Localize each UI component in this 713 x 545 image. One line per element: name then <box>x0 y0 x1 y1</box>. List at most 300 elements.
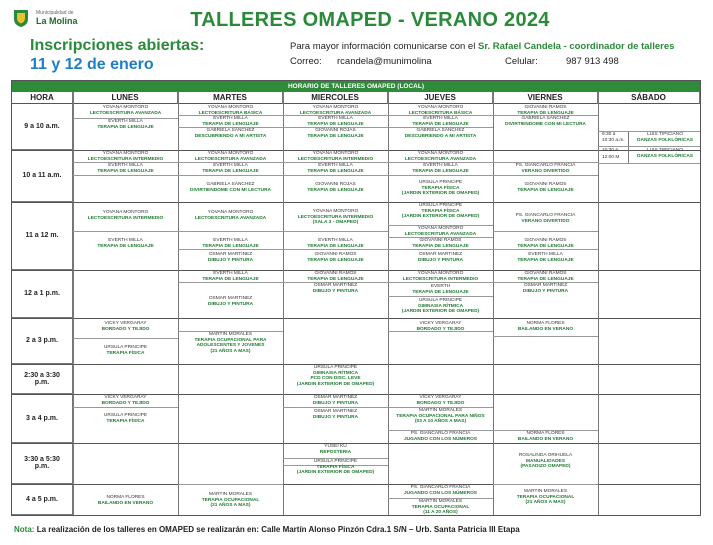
workshop-detail: (PASADIZO OMAPED) <box>520 464 571 470</box>
column-header-hora: HORA <box>12 92 73 104</box>
instructor-name: URSULA PRINCIPE <box>418 203 463 208</box>
activity-jueves <box>389 298 492 315</box>
activity-viernes <box>494 182 597 193</box>
column-divider <box>598 92 599 515</box>
instructor-name: EVERTH MILLA <box>213 163 248 168</box>
activity-miercoles <box>284 209 387 226</box>
activity-sabado <box>630 148 700 159</box>
activity-martes <box>179 116 282 127</box>
activity-viernes <box>494 163 597 174</box>
workshop-name: JUGANDO CON LOS NÚMEROS <box>403 490 478 496</box>
workshop-detail: (03 A 10 AÑOS A MAS) <box>414 419 467 425</box>
instructor-name: GIOVANNI RAMOS <box>524 238 567 243</box>
instructor-name: GIOVANNI ROJAS <box>315 182 356 187</box>
workshop-detail: (21 AÑOS A MAS) <box>210 503 251 509</box>
activity-miercoles <box>284 271 387 282</box>
instructor-name: NORMA FLORES <box>526 431 565 436</box>
activity-jueves <box>389 116 492 127</box>
instructor-name: YOVANA MONTORO <box>417 151 464 156</box>
workshop-name: DIVIRTIENDOME CON MI LECTURA <box>189 187 271 193</box>
activity-viernes <box>494 271 597 282</box>
workshop-name: TERAPIA DE LENGUAJE <box>307 257 364 263</box>
activity-miercoles <box>284 128 387 139</box>
instructor-name: EVERTH MILLA <box>318 163 353 168</box>
instructor-name: GABRIELA SÁNCHEZ <box>416 128 465 133</box>
workshop-name: TERAPIA DE LENGUAJE <box>412 121 469 127</box>
instructor-name: YOVANA MONTORO <box>312 209 359 214</box>
activity-martes <box>179 296 282 307</box>
instructor-name: YOVANA MONTORO <box>417 271 464 276</box>
instructor-name: GABRIELA SÁNCHEZ <box>521 116 570 121</box>
instructor-name: YOVANA MONTORO <box>102 151 149 156</box>
workshop-name: TERAPIA FÍSICA <box>421 185 460 191</box>
column-header-viernes: VIERNES <box>493 92 598 104</box>
instructor-name: EVERTH MILLA <box>108 238 143 243</box>
instructor-name: MARTIN MORALES <box>418 408 463 413</box>
activity-martes <box>179 105 282 116</box>
instructor-name: GIOVANNI RAMOS <box>524 271 567 276</box>
activity-jueves <box>389 238 492 249</box>
activity-jueves <box>389 408 492 425</box>
workshop-name: DANZAS FOLKLÓRICAS <box>637 137 693 143</box>
hour-cell: 2 a 3 p.m. <box>12 318 73 364</box>
inscriptions-heading: Inscripciones abiertas: <box>30 37 205 54</box>
phone-value[interactable]: 987 913 498 <box>566 56 619 67</box>
workshop-name: LECTOESCRITURA INTERMEDIO <box>297 214 374 220</box>
activity-lunes <box>74 151 177 162</box>
instructor-name: OSMAR MARTINEZ <box>313 409 358 414</box>
workshop-name: LECTOESCRITURA BÁSICA <box>408 110 473 116</box>
workshop-name: DESCUBRIENDO A MI ARTISTA <box>404 133 477 139</box>
activity-viernes <box>494 283 597 294</box>
logo-name: La Molina <box>36 16 78 26</box>
hour-cell: 12 a 1 p.m. <box>12 270 73 318</box>
workshop-name: TERAPIA DE LENGUAJE <box>307 187 364 193</box>
activity-martes <box>179 492 282 509</box>
email-value[interactable]: rcandela@munimolina <box>337 56 432 67</box>
workshop-name: TERAPIA OCUPACIONAL <box>201 497 260 503</box>
slot-divider <box>493 336 598 337</box>
instructor-name: MARTIN MORALES <box>418 499 463 504</box>
workshop-name: TERAPIA DE LENGUAJE <box>517 187 574 193</box>
instructor-name: EVERTH MILLA <box>528 252 563 257</box>
workshop-name: VERANO DIVERTIDO <box>521 218 570 224</box>
activity-miercoles <box>284 409 387 420</box>
workshop-name: DIBUJO Y PINTURA <box>207 257 254 263</box>
instructor-name: URSULA PRINCIPE <box>313 365 358 370</box>
workshop-name: REPOSTERIA <box>319 449 352 455</box>
activity-miercoles <box>284 182 387 193</box>
workshop-name: TERAPIA DE LENGUAJE <box>202 276 259 282</box>
instructor-name: PS. GIANCARLO FRANCIA <box>410 431 471 436</box>
column-header-lunes: LUNES <box>73 92 178 104</box>
activity-miercoles <box>284 444 387 455</box>
saturday-divider <box>628 131 629 163</box>
instructor-name: EVERTH MILLA <box>213 238 248 243</box>
slot-divider <box>283 231 388 232</box>
activity-viernes <box>494 431 597 442</box>
activity-miercoles <box>284 395 387 406</box>
instructor-name: EVERTH MILLA <box>213 116 248 121</box>
workshop-detail: (JARDIN EXTERIOR DE OMAPED) <box>401 191 480 197</box>
saturday-time-text: 10:30 A <box>602 148 619 153</box>
workshop-name: TERAPIA OCUPACIONAL <box>411 504 470 510</box>
activity-miercoles <box>284 365 387 387</box>
workshop-name: TERAPIA DE LENGUAJE <box>412 168 469 174</box>
activity-viernes <box>494 489 597 506</box>
workshop-name: TERAPIA DE LENGUAJE <box>307 121 364 127</box>
activity-martes <box>179 182 282 193</box>
workshop-name: LECTOESCRITURA AVANZADA <box>404 231 477 237</box>
contact-person: Sr. Rafael Candela - coordinador de talleres <box>477 41 675 52</box>
hour-cell: 3:30 a 5:30 p.m. <box>12 443 73 484</box>
note-text: La realización de los talleres en OMAPED se realizarán en: Calle Martín Alonso Pinzón Cdra.1 S/N – Urb. Santa Patricia III Etapa <box>36 525 520 534</box>
instructor-name: OSMAR MARTINEZ <box>313 395 358 400</box>
workshop-name: DIBUJO Y PINTURA <box>522 288 569 294</box>
instructor-name: GIOVANNI RAMOS <box>314 271 357 276</box>
activity-martes <box>179 210 282 221</box>
workshop-name: LECTOESCRITURA BÁSICA <box>198 110 263 116</box>
instructor-name: GIOVANNI RAMOS <box>524 105 567 110</box>
activity-jueves <box>389 271 492 282</box>
activity-viernes <box>494 116 597 127</box>
table-title: HORARIO DE TALLERES OMAPED (LOCAL) <box>12 81 700 92</box>
activity-martes <box>179 271 282 282</box>
instructor-name: YUSEI KU <box>324 444 347 449</box>
instructor-name: VICKY VERGARAY <box>104 395 147 400</box>
slot-divider <box>493 175 598 176</box>
workshop-name: TERAPIA DE LENGUAJE <box>307 276 364 282</box>
activity-miercoles <box>284 105 387 116</box>
workshop-name: BORDADO Y TEJIDO <box>101 326 150 332</box>
workshop-name: DIBUJO Y PINTURA <box>312 288 359 294</box>
inscription-dates: 11 y 12 de enero <box>30 56 154 73</box>
contact-prefix: Para mayor información comunicarse con el <box>290 41 476 52</box>
instructor-name: ROSALINDA ORIHUELA <box>518 453 573 458</box>
activity-viernes <box>494 213 597 224</box>
workshop-name: TERAPIA DE LENGUAJE <box>202 168 259 174</box>
instructor-name: OSMAR MARTINEZ <box>523 283 568 288</box>
workshop-name: LECTOESCRITURA INTERMEDIO <box>87 156 164 162</box>
instructor-name: YOVANA MONTORO <box>417 105 464 110</box>
activity-martes <box>179 238 282 249</box>
instructor-name: YOVANA MONTORO <box>207 105 254 110</box>
activity-viernes <box>494 252 597 263</box>
activity-jueves <box>389 395 492 406</box>
instructor-name: YOVANA MONTORO <box>312 105 359 110</box>
workshop-detail: PCD CON DISC. LEVE <box>310 376 361 382</box>
column-header-sabado: SÁBADO <box>598 92 700 104</box>
workshop-name: LECTOESCRITURA AVANZADA <box>299 110 372 116</box>
instructor-name: YOVANA MONTORO <box>417 226 464 231</box>
instructor-name: VICKY VERGARAY <box>419 321 462 326</box>
activity-sabado <box>630 132 700 143</box>
slot-divider <box>493 484 598 485</box>
workshop-name: LECTOESCRITURA AVANZADA <box>194 215 267 221</box>
workshop-name: LECTOESCRITURA INTERMEDIO <box>87 215 164 221</box>
slot-divider <box>388 296 493 297</box>
hour-cell: 9 a 10 a.m. <box>12 104 73 150</box>
activity-jueves <box>389 105 492 116</box>
workshop-name: DIBUJO Y PINTURA <box>417 257 464 263</box>
activity-lunes <box>74 345 177 356</box>
instructor-name: GIOVANNI ROJAS <box>315 128 356 133</box>
instructor-name: PS. GIANCARLO FRANCIA <box>410 485 471 490</box>
activity-miercoles <box>284 116 387 127</box>
workshop-name: LECTOESCRITURA AVANZADA <box>194 156 267 162</box>
instructor-name: YOVANA MONTORO <box>207 210 254 215</box>
activity-jueves <box>389 499 492 516</box>
instructor-name: NORMA FLORES <box>106 495 145 500</box>
activity-jueves <box>389 321 492 332</box>
activity-viernes <box>494 321 597 332</box>
slot-divider <box>388 175 493 176</box>
instructor-name: EVERTH MILLA <box>423 163 458 168</box>
instructor-name: YOVANA MONTORO <box>102 105 149 110</box>
workshop-name: TERAPIA DE LENGUAJE <box>97 168 154 174</box>
instructor-name: EVERTH MILLA <box>213 271 248 276</box>
instructor-name: EVERTH MILLA <box>318 238 353 243</box>
instructor-name: EVERTH <box>430 284 451 289</box>
workshop-name: DIBUJO Y PINTURA <box>312 414 359 420</box>
instructor-name: VICKY VERGARAY <box>419 395 462 400</box>
workshop-name: TERAPIA DE LENGUAJE <box>517 243 574 249</box>
phone-label: Celular: <box>505 56 538 67</box>
instructor-name: MARTIN MORALES <box>208 492 253 497</box>
row-divider <box>12 318 700 319</box>
activity-jueves <box>389 252 492 263</box>
activity-lunes <box>74 163 177 174</box>
saturday-time-text: 10:30 a.m. <box>602 138 625 143</box>
hour-cell: 3 a 4 p.m. <box>12 394 73 443</box>
instructor-name: URSULA PRINCIPE <box>418 180 463 185</box>
saturday-time <box>602 138 630 144</box>
instructor-name: YOVANA MONTORO <box>312 151 359 156</box>
saturday-time <box>602 132 630 138</box>
activity-jueves <box>389 203 492 220</box>
slot-divider <box>178 175 283 176</box>
instructor-name: NORMA FLORES <box>526 321 565 326</box>
workshop-name: BAILANDO EN VERANO <box>97 500 154 506</box>
slot-divider <box>178 231 283 232</box>
workshop-name: TERAPIA DE LENGUAJE <box>97 124 154 130</box>
instructor-name: OSMAR MARTINEZ <box>313 283 358 288</box>
saturday-time <box>602 155 630 161</box>
workshop-name: JUGANDO CON LOS NÚMEROS <box>403 436 478 442</box>
instructor-name: EVERTH MILLA <box>318 116 353 121</box>
workshop-name: LECTOESCRITURA AVANZADA <box>404 156 477 162</box>
instructor-name: OSMAR MARTINEZ <box>208 252 253 257</box>
workshop-name: DANZAS FOLKLÓRICAS <box>637 153 693 159</box>
activity-jueves <box>389 226 492 237</box>
email-label: Correo: <box>290 56 322 67</box>
workshop-name: TERAPIA OCUPACIONAL PARA NIÑOS <box>396 413 485 419</box>
instructor-name: URSULA PRINCIPE <box>313 459 358 464</box>
instructor-name: MARTIN MORALES <box>208 332 253 337</box>
workshop-name: BORDADO Y TEJIDO <box>416 326 465 332</box>
activity-miercoles <box>284 238 387 249</box>
slot-divider <box>178 484 283 485</box>
activity-lunes <box>74 105 177 116</box>
slot-divider <box>73 175 178 176</box>
workshop-name: MANUALIDADES <box>526 458 565 464</box>
activity-lunes <box>74 119 177 130</box>
instructor-name: MARTIN MORALES <box>523 489 568 494</box>
saturday-slot-divider <box>598 131 700 132</box>
instructor-name: YOVANA MONTORO <box>207 151 254 156</box>
workshop-name: BAILANDO EN VERANO <box>517 436 574 442</box>
municipal-logo <box>12 8 92 30</box>
workshop-detail: (JARDIN EXTERIOR DE OMAPED) <box>401 309 480 315</box>
instructor-name: GIOVANNI RAMOS <box>524 182 567 187</box>
activity-miercoles <box>284 151 387 162</box>
workshop-name: TERAPIA DE LENGUAJE <box>97 243 154 249</box>
activity-lunes <box>74 413 177 424</box>
instructor-name: GIOVANNI RAMOS <box>314 252 357 257</box>
workshop-detail: (21 AÑOS A MAS) <box>525 500 566 506</box>
instructor-name: GABRIELA SÁNCHEZ <box>206 182 255 187</box>
activity-jueves <box>389 284 492 295</box>
workshop-name: TERAPIA DE LENGUAJE <box>412 243 469 249</box>
instructor-name: EVERTH MILLA <box>423 116 458 121</box>
activity-martes <box>179 163 282 174</box>
instructor-name: VICKY VERGARAY <box>104 321 147 326</box>
activity-lunes <box>74 321 177 332</box>
instructor-name: PS. GIANCARLO FRANCIA <box>515 163 576 168</box>
saturday-slot-divider <box>598 163 700 164</box>
instructor-name: OSMAR MARTINEZ <box>208 296 253 301</box>
note-label: Nota: <box>14 525 35 534</box>
workshop-name: VERANO DIVERTIDO <box>521 168 570 174</box>
slot-divider <box>73 231 178 232</box>
slot-divider <box>73 338 178 339</box>
column-header-miercoles: MIERCOLES <box>283 92 388 104</box>
column-divider <box>493 92 494 515</box>
activity-miercoles <box>284 283 387 294</box>
slot-divider <box>73 407 178 408</box>
workshop-name: TERAPIA DE LENGUAJE <box>412 289 469 295</box>
instructor-name: GIOVANNI RAMOS <box>419 238 462 243</box>
schedule-table <box>11 80 701 516</box>
workshop-name: TERAPIA OCUPACIONAL PARA ADOLESCENTES Y JOVENES <box>194 337 267 349</box>
slot-divider <box>493 231 598 232</box>
workshop-name: TERAPIA DE LENGUAJE <box>517 257 574 263</box>
instructor-name: OSMAR MARTINEZ <box>418 252 463 257</box>
hour-cell: 2:30 a 3:30 p.m. <box>12 364 73 394</box>
saturday-time-text: 12:00 M <box>602 155 620 160</box>
instructor-name: URSULA PRINCIPE <box>103 345 148 350</box>
workshop-name: TERAPIA FÍSICA <box>421 208 460 214</box>
workshop-name: TERAPIA DE LENGUAJE <box>517 110 574 116</box>
instructor-name: EVERTH MILLA <box>108 163 143 168</box>
activity-lunes <box>74 210 177 221</box>
page-title: TALLERES OMAPED - VERANO 2024 <box>190 9 550 31</box>
column-header-jueves: JUEVES <box>388 92 493 104</box>
column-header-martes: MARTES <box>178 92 283 104</box>
instructor-name: PS. GIANCARLO FRANCIA <box>515 213 576 218</box>
activity-jueves <box>389 431 492 442</box>
instructor-name: LUIS TIPICIANO <box>647 132 683 137</box>
workshop-name: TERAPIA DE LENGUAJE <box>307 133 364 139</box>
workshop-name: TERAPIA DE LENGUAJE <box>307 243 364 249</box>
workshop-name: LECTOESCRITURA INTERMEDIO <box>402 276 479 282</box>
workshop-name: DIVIRTIENDOME CON MI LECTURA <box>504 121 586 127</box>
activity-miercoles <box>284 163 387 174</box>
workshop-detail: (JARDIN EXTERIOR DE OMAPED) <box>296 381 375 387</box>
workshop-name: GIMNASIA RÍTMICA <box>417 303 464 309</box>
workshop-detail: (JARDIN EXTERIOR DE OMAPED) <box>296 470 375 476</box>
activity-viernes <box>494 238 597 249</box>
workshop-name: DESCUBRIENDO A MI ARTISTA <box>194 133 267 139</box>
activity-lunes <box>74 395 177 406</box>
saturday-slot-divider <box>598 146 700 147</box>
slot-divider <box>283 175 388 176</box>
activity-jueves <box>389 128 492 139</box>
hour-cell: 11 a 12 m. <box>12 202 73 270</box>
activity-miercoles <box>284 252 387 263</box>
activity-viernes <box>494 105 597 116</box>
workshop-detail: (SALA 3 - OMAPED) <box>312 220 359 226</box>
workshop-name: DIBUJO Y PINTURA <box>207 301 254 307</box>
instructor-name: YOVANA MONTORO <box>102 210 149 215</box>
instructor-name: LUIS TIPICIANO <box>647 148 683 153</box>
instructor-name: GABRIELA SÁNCHEZ <box>206 128 255 133</box>
workshop-name: TERAPIA DE LENGUAJE <box>517 276 574 282</box>
workshop-name: TERAPIA FÍSICA <box>316 464 355 470</box>
slot-divider <box>283 407 388 408</box>
row-divider <box>12 202 700 203</box>
workshop-name: DIBUJO Y PINTURA <box>312 400 359 406</box>
activity-lunes <box>74 238 177 249</box>
workshop-name: TERAPIA DE LENGUAJE <box>202 243 259 249</box>
activity-miercoles <box>284 459 387 476</box>
shield-logo-icon <box>12 8 30 28</box>
workshop-detail: (21 AÑOS A MAS) <box>210 348 251 354</box>
activity-jueves <box>389 180 492 197</box>
workshop-name: BORDADO Y TEJIDO <box>416 400 465 406</box>
workshop-name: LECTOESCRITURA AVANZADA <box>89 110 162 116</box>
workshop-name: TERAPIA FÍSICA <box>106 350 145 356</box>
activity-jueves <box>389 151 492 162</box>
instructor-name: URSULA PRINCIPE <box>418 298 463 303</box>
workshop-name: BORDADO Y TEJIDO <box>101 400 150 406</box>
activity-martes <box>179 151 282 162</box>
workshop-detail: (11 A 20 AÑOS) <box>423 510 458 516</box>
activity-lunes <box>74 495 177 506</box>
workshop-name: BAILANDO EN VERANO <box>517 326 574 332</box>
instructor-name: URSULA PRINCIPE <box>103 413 148 418</box>
workshop-name: GIMNASIA RÍTMICA <box>312 370 359 376</box>
saturday-time <box>602 148 630 154</box>
activity-viernes <box>494 453 597 470</box>
hour-cell: 10 a 11 a.m. <box>12 150 73 202</box>
activity-jueves <box>389 485 492 496</box>
contact-info <box>290 41 674 52</box>
workshop-name: TERAPIA DE LENGUAJE <box>202 121 259 127</box>
logo-subtitle: Municipalidad de <box>36 10 74 16</box>
workshop-detail: (JARDIN EXTERIOR DE OMAPED) <box>401 214 480 220</box>
hour-cell: 4 a 5 p.m. <box>12 484 73 515</box>
activity-jueves <box>389 163 492 174</box>
saturday-time-text: 9:30 a <box>602 132 616 137</box>
workshop-name: TERAPIA DE LENGUAJE <box>307 168 364 174</box>
workshop-name: LECTOESCRITURA INTERMEDIO <box>297 156 374 162</box>
instructor-name: EVERTH MILLA <box>108 119 143 124</box>
footer-note <box>14 525 520 534</box>
activity-martes <box>179 332 282 354</box>
activity-martes <box>179 128 282 139</box>
workshop-name: TERAPIA OCUPACIONAL <box>516 494 575 500</box>
